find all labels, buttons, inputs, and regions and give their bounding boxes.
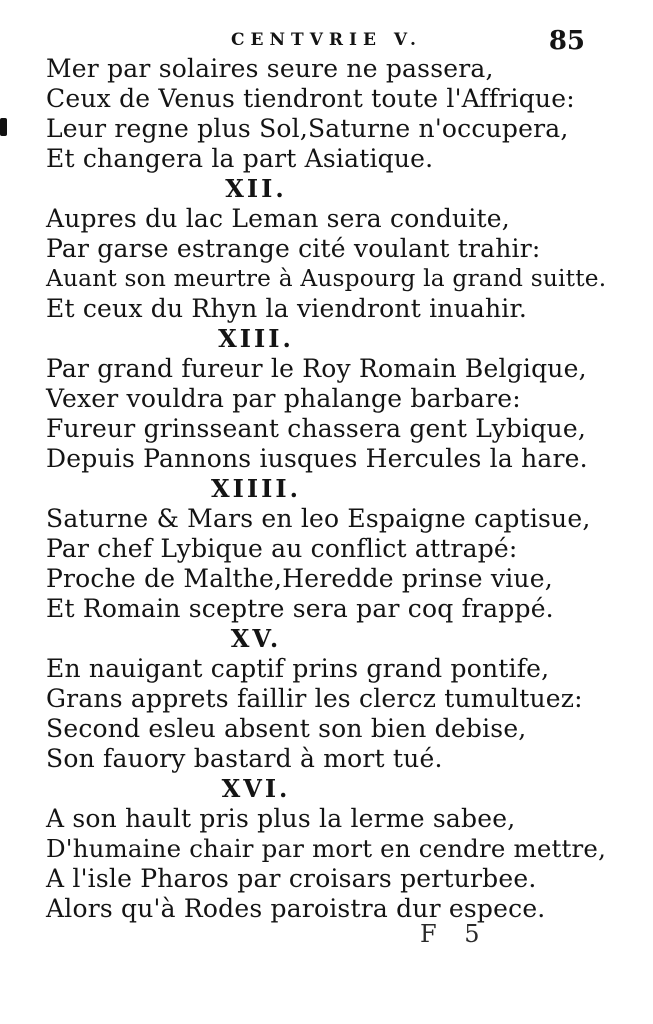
verse-line: Son fauory bastard à mort tué. <box>46 744 443 773</box>
verse-line: En nauigant captif prins grand pontife, <box>46 654 550 683</box>
signature-mark: F 5 <box>420 920 490 948</box>
verse-line: Par chef Lybique au conflict attrapé: <box>46 534 518 563</box>
verse-line: Fureur grinsseant chassera gent Lybique, <box>46 414 586 443</box>
quatrain-text <box>46 54 606 924</box>
verse-line: Depuis Pannons iusques Hercules la hare. <box>46 444 588 473</box>
quatrain-number: XVI. <box>221 774 291 803</box>
verse-line: Ceux de Venus tiendront toute l'Affrique: <box>46 84 575 113</box>
verse-line: Par garse estrange cité voulant trahir: <box>46 234 541 263</box>
verse-line: Vexer vouldra par phalange barbare: <box>46 384 521 413</box>
verse-line: Et ceux du Rhyn la viendront inuahir. <box>46 294 528 323</box>
verse-line: Proche de Malthe,Heredde prinse viue, <box>46 564 553 593</box>
verse-line: D'humaine chair par mort en cendre mettre, <box>46 834 607 863</box>
verse-line: Par grand fureur le Roy Romain Belgique, <box>46 354 587 383</box>
verse-line: A son hault pris plus la lerme sabee, <box>46 804 516 833</box>
verse-line: Grans apprets faillir les clercz tumultuez: <box>46 684 583 713</box>
verse-line: Saturne & Mars en leo Espaigne captisue, <box>46 504 591 533</box>
quatrain-number: XV. <box>230 624 282 653</box>
verse-line: Alors qu'à Rodes paroistra dur espece. <box>46 894 546 923</box>
verse-line: Second esleu absent son bien debise, <box>46 714 527 743</box>
verse-line: Et Romain sceptre sera par coq frappé. <box>46 594 554 623</box>
page-number: 85 <box>548 26 585 56</box>
verse-line: Leur regne plus Sol,Saturne n'occupera, <box>46 114 569 143</box>
quatrain-number: XIII. <box>218 324 294 353</box>
verse-line: Aupres du lac Leman sera conduite, <box>46 204 510 233</box>
verse-line: Et changera la part Asiatique. <box>46 144 434 173</box>
verse-line: Mer par solaires seure ne passera, <box>46 54 494 83</box>
verse-line: A l'isle Pharos par croisars perturbee. <box>46 864 537 893</box>
quatrain-number: XII. <box>225 174 287 203</box>
running-head: CENTVRIE V. <box>231 30 422 50</box>
quatrain-number: XIIII. <box>211 474 301 503</box>
verse-line: Auant son meurtre à Auspourg la grand suitte. <box>46 265 607 292</box>
margin-ink-mark <box>0 118 7 136</box>
